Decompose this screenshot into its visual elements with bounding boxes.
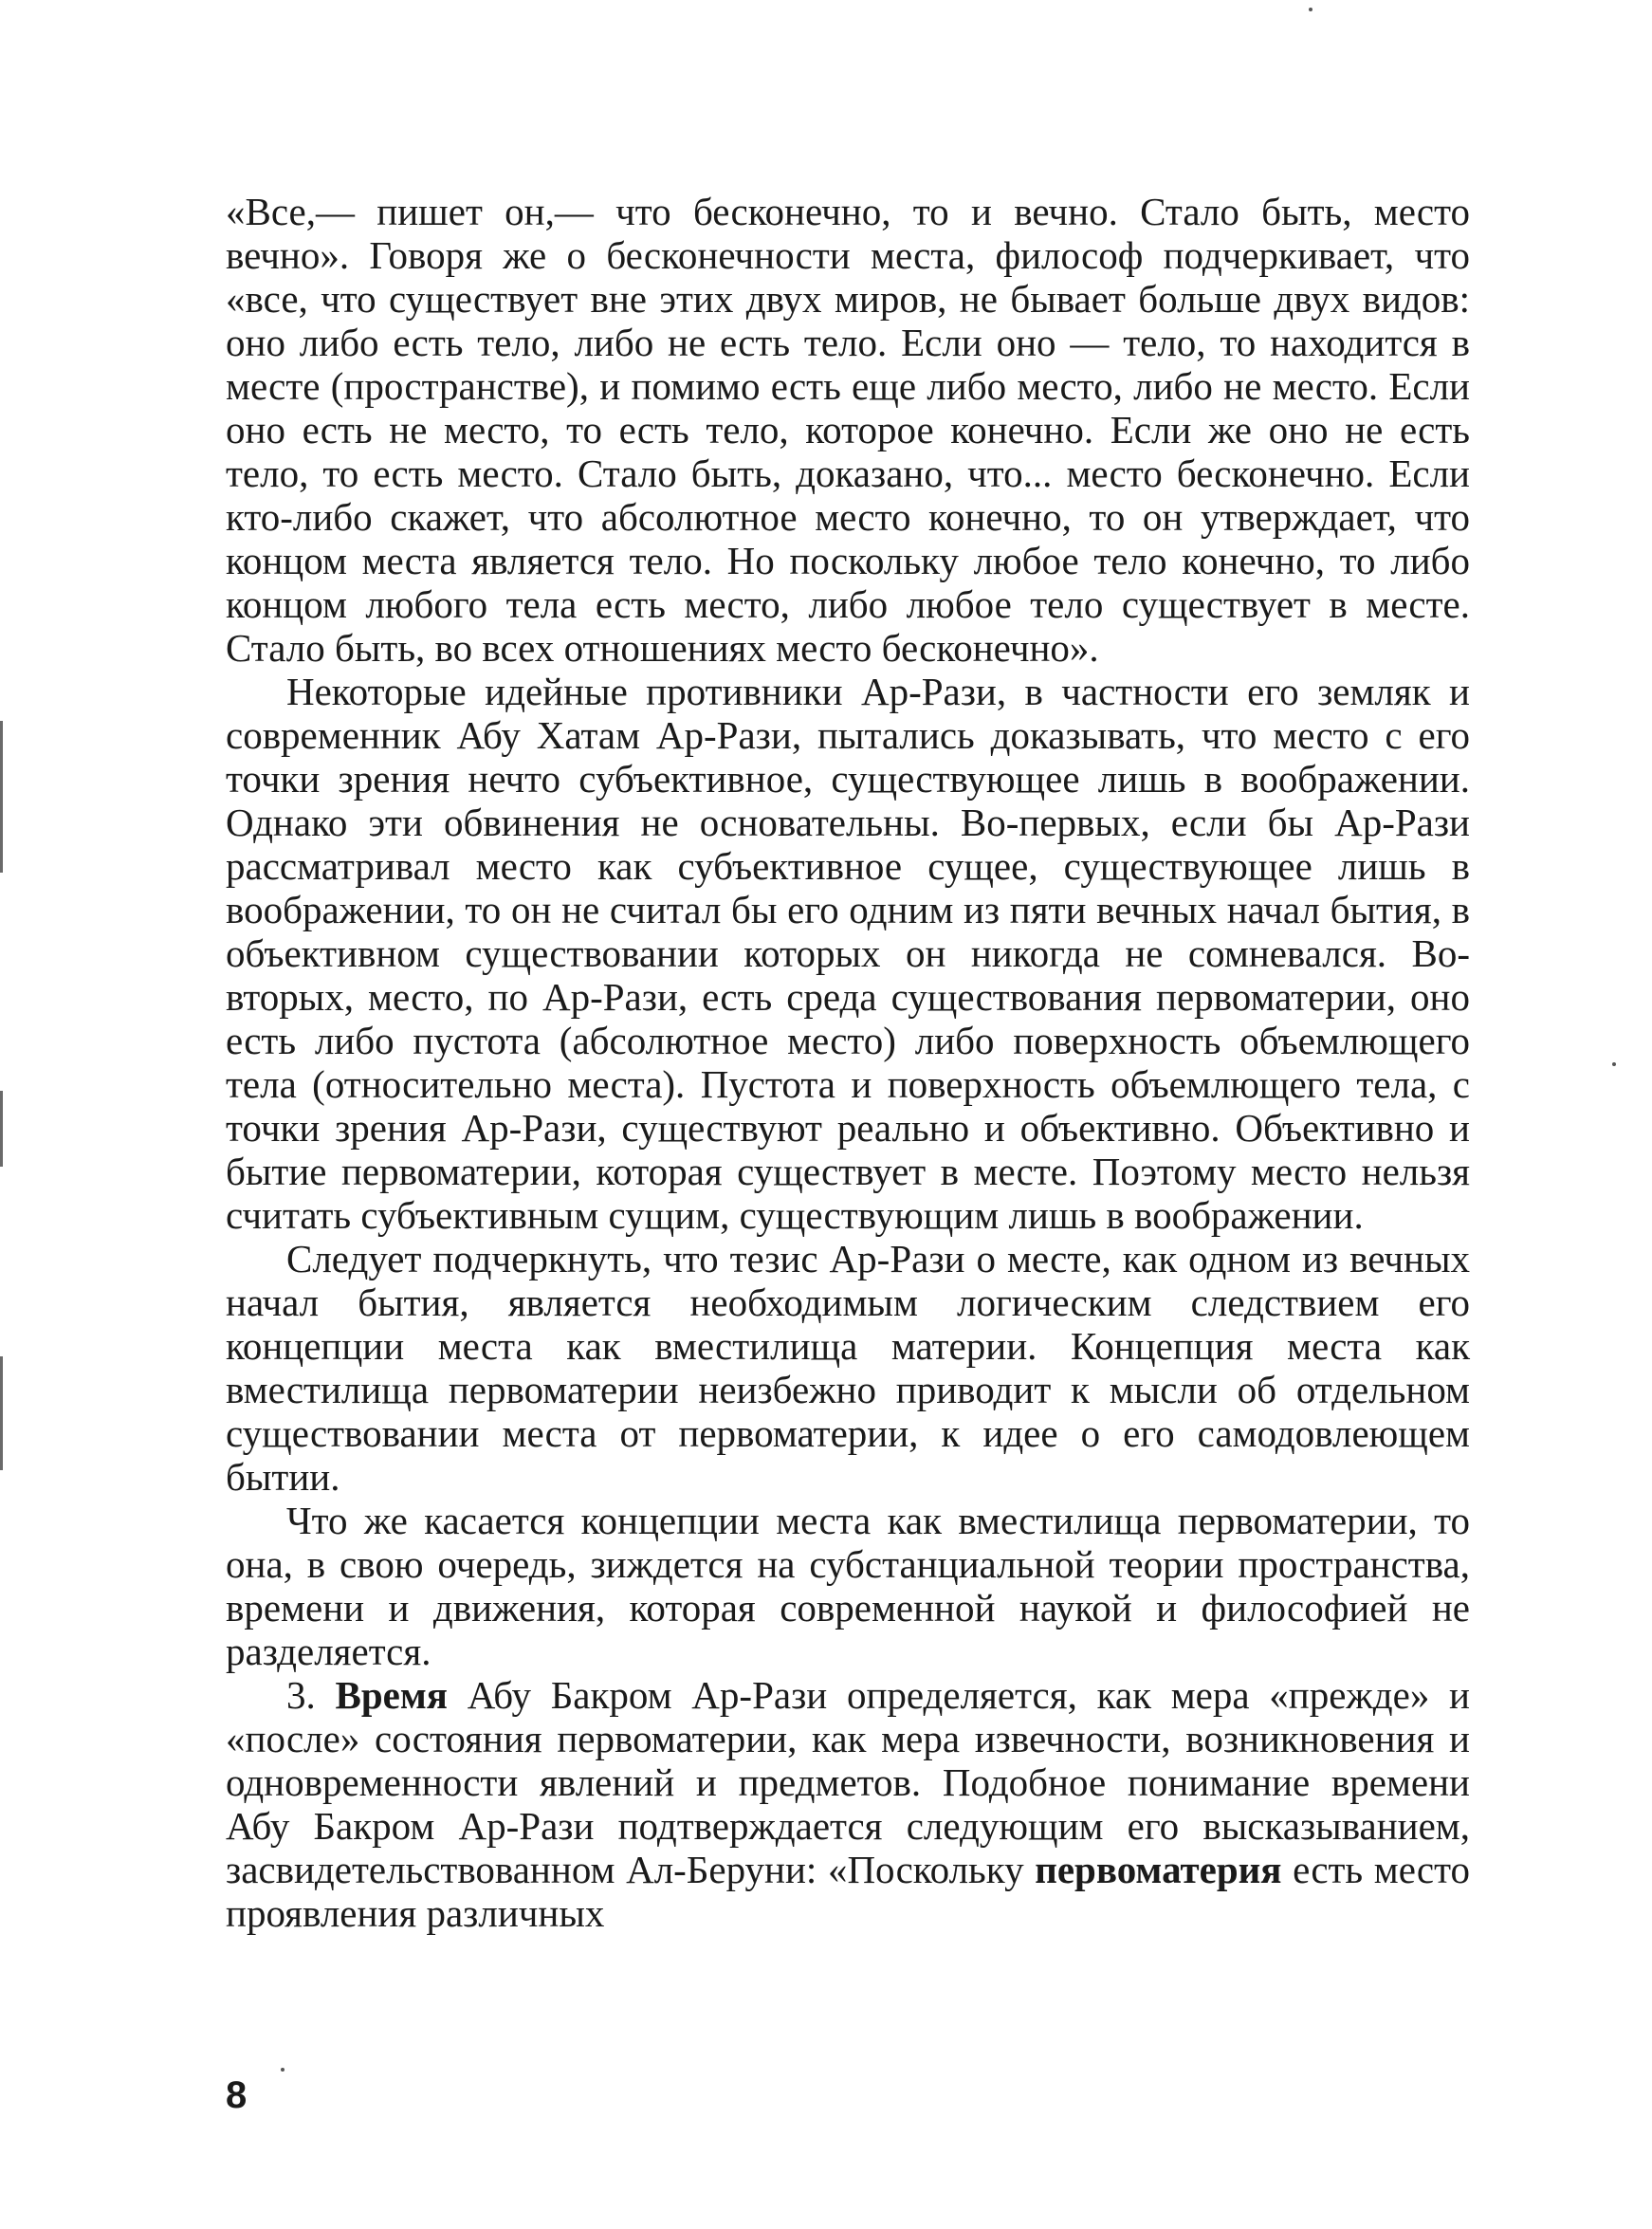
section-term: Время xyxy=(335,1673,448,1717)
emphasized-word: первоматерия xyxy=(1035,1848,1282,1891)
scan-edge-mark xyxy=(0,1356,3,1470)
scan-edge-mark xyxy=(0,721,3,873)
body-text xyxy=(226,190,1470,1935)
page-number: 8 xyxy=(226,2074,248,2116)
scan-speck xyxy=(281,2068,285,2072)
paragraph-4: Что же касается концепции места как вместилища первоматерии, то она, в свою очередь, зиждется на субстанциальной теории пространства, времени и движения, которая современной наукой и философией не разделяется. xyxy=(226,1499,1470,1673)
section-number: 3. xyxy=(286,1673,316,1717)
paragraph-1: «Все,— пишет он,— что бесконечно, то и вечно. Стало быть, место вечно». Говоря же о бесконечности места, философ подчеркивает, что «все, что существует вне этих двух миров, не бывает больше двух видов: оно либо есть тело, либо не есть тело. Если оно — тело, то находится в месте (пространстве), и помимо есть еще либо место, либо не место. Если оно есть не место, то есть тело, которое конечно. Если же оно не есть тело, то есть место. Стало быть, доказано, что... место бесконечно. Если кто-либо скажет, что абсолютное место конечно, то он утверждает, что концом места является тело. Но поскольку любое тело конечно, то либо концом любого тела есть место, либо любое тело существует в месте. Стало быть, во всех отношениях место бесконечно». xyxy=(226,190,1470,670)
paragraph-5-text-2: есть место проявления различных xyxy=(226,1848,1470,1935)
scan-speck xyxy=(1309,8,1312,11)
paragraph-5 xyxy=(226,1673,1470,1935)
paragraph-5-text-1: Абу Бакром Ар-Рази определяется, как мера «прежде» и «после» состояния первоматерии, как мера извечности, возникновения и одновременности явлений и предметов. Подобное понимание времени Абу Бакром Ар-Рази подтверждается следующим его высказыванием, засвидетельствованном Ал-Беруни: «Поскольку xyxy=(226,1673,1470,1891)
paragraph-3: Следует подчеркнуть, что тезис Ар-Рази о месте, как одном из вечных начал бытия, является необходимым логическим следствием его концепции места как вместилища материи. Концепция места как вместилища первоматерии неизбежно приводит к мысли об отдельном существовании места от первоматерии, к идее о его самодовлеющем бытии. xyxy=(226,1237,1470,1499)
scan-speck xyxy=(1612,1062,1616,1066)
scan-edge-mark xyxy=(0,1091,3,1167)
paragraph-2: Некоторые идейные противники Ар-Рази, в частности его земляк и современник Абу Хатам Ар-Рази, пытались доказывать, что место с его точки зрения нечто субъективное, существующее лишь в воображении. Однако эти обвинения не основательны. Во-первых, если бы Ар-Рази рассматривал место как субъективное сущее, существующее лишь в воображении, то он не считал бы его одним из пяти вечных начал бытия, в объективном существовании которых он никогда не сомневался. Во-вторых, место, по Ар-Рази, есть среда существования первоматерии, оно есть либо пустота (абсолютное место) либо поверхность объемлющего тела (относительно места). Пустота и поверхность объемлющего тела, с точки зрения Ар-Рази, существуют реально и объективно. Объективно и бытие первоматерии, которая существует в месте. Поэтому место нельзя считать субъективным сущим, существующим лишь в воображении. xyxy=(226,670,1470,1237)
